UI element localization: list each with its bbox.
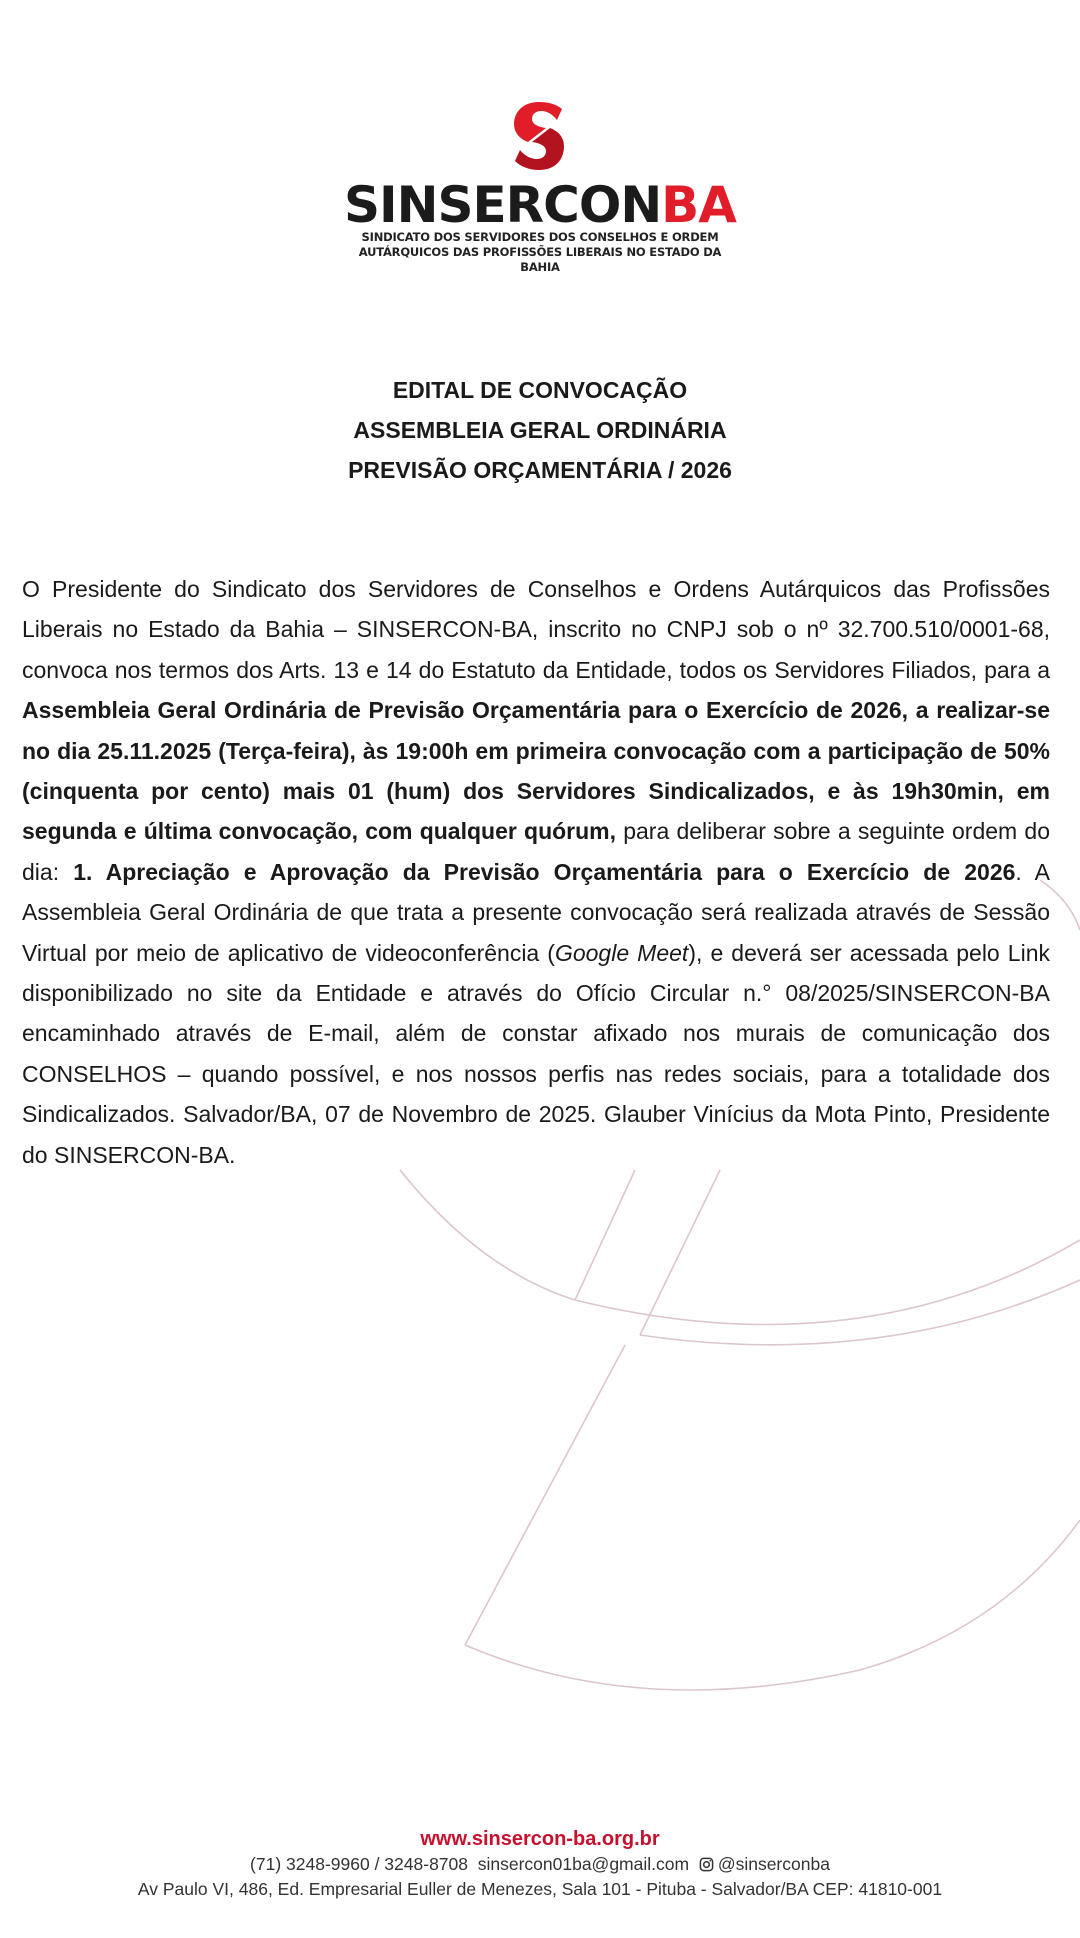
- body-italic-1: Google Meet: [554, 939, 689, 966]
- body-text-3: . A Assembleia Geral Ordinária de que trata a presente convocação será realizada através de Sessão Virtual por meio de aplicativo de videoconferência (: [22, 858, 1050, 966]
- title-line-1: EDITAL DE CONVOCAÇÃO: [392, 377, 688, 403]
- convocation-paragraph: [22, 569, 1050, 1175]
- logo-subtitle: [340, 230, 740, 275]
- body-text-1: O Presidente do Sindicato dos Servidores de Conselhos e Ordens Autárquicos das Profissões Liberais no Estado da Bahia – SINSERCON-BA, inscrito no CNPJ sob o nº 32.700.510/0001-68, convoca nos termos dos Arts. 13 e 14 do Estatuto da Entidade, todos os Servidores Filiados, para a: [22, 576, 1050, 683]
- body-text-4: ), e deverá ser acessada pelo Link disponibilizado no site da Entidade e através do Ofício Circular n.° 08/2025/SINSERCON-BA encaminhado através de E-mail, além de constar afixado nos murais de comunicação dos CONSELHOS – quando possível, e nos nossos perfis nas redes sociais, para a totalidade dos Sindicalizados. Salvador/BA, 07 de Novembro de 2025. Glauber Vinícius da Mota Pinto, Presidente do SINSERCON-BA.: [22, 939, 1050, 1168]
- footer-email[interactable]: sinsercon01ba@gmail.com: [477, 1854, 690, 1874]
- title-line-3: PREVISÃO ORÇAMENTÁRIA / 2026: [348, 457, 732, 483]
- s-emblem-icon: [510, 100, 568, 176]
- logo-name-accent: BA: [661, 176, 736, 234]
- logo-wordmark: [344, 176, 736, 234]
- logo-subtitle-line1: SINDICATO DOS SERVIDORES DOS CONSELHOS E ORDEM: [361, 230, 719, 244]
- footer-contacts: [0, 1852, 1080, 1877]
- body-bold-1: Assembleia Geral Ordinária de Previsão Orçamentária para o Exercício de 2026, a realizar-se no dia 25.11.2025 (Terça-feira), às 19:00h em primeira convocação com a participação de 50% (cinquenta por cento) mais 01 (hum) dos Servidores Sindicalizados, e às 19h30min, em segunda e última convocação, com qualquer quórum,: [22, 697, 1050, 845]
- organization-logo: [340, 100, 740, 274]
- logo-name-main: SINSERCON: [344, 176, 662, 234]
- logo-subtitle-line2: AUTÁRQUICOS DAS PROFISSÕES LIBERAIS NO ESTADO DA BAHIA: [358, 245, 722, 274]
- footer-phones: (71) 3248-9960 / 3248-8708: [250, 1854, 468, 1874]
- instagram-icon: [699, 1857, 714, 1872]
- body-text-2: para deliberar sobre a seguinte ordem do dia:: [22, 818, 1050, 885]
- footer: [0, 1826, 1080, 1902]
- footer-address: Av Paulo VI, 486, Ed. Empresarial Euller de Menezes, Sala 101 - Pituba - Salvador/BA CEP: 41810-001: [137, 1879, 943, 1899]
- body-bold-2: 1. Apreciação e Aprovação da Previsão Orçamentária para o Exercício de 2026: [73, 858, 1016, 885]
- title-line-2: ASSEMBLEIA GERAL ORDINÁRIA: [353, 417, 727, 443]
- document-title: [0, 370, 1080, 490]
- footer-website-link[interactable]: www.sinsercon-ba.org.br: [420, 1828, 660, 1850]
- footer-instagram[interactable]: @sinserconba: [717, 1854, 830, 1874]
